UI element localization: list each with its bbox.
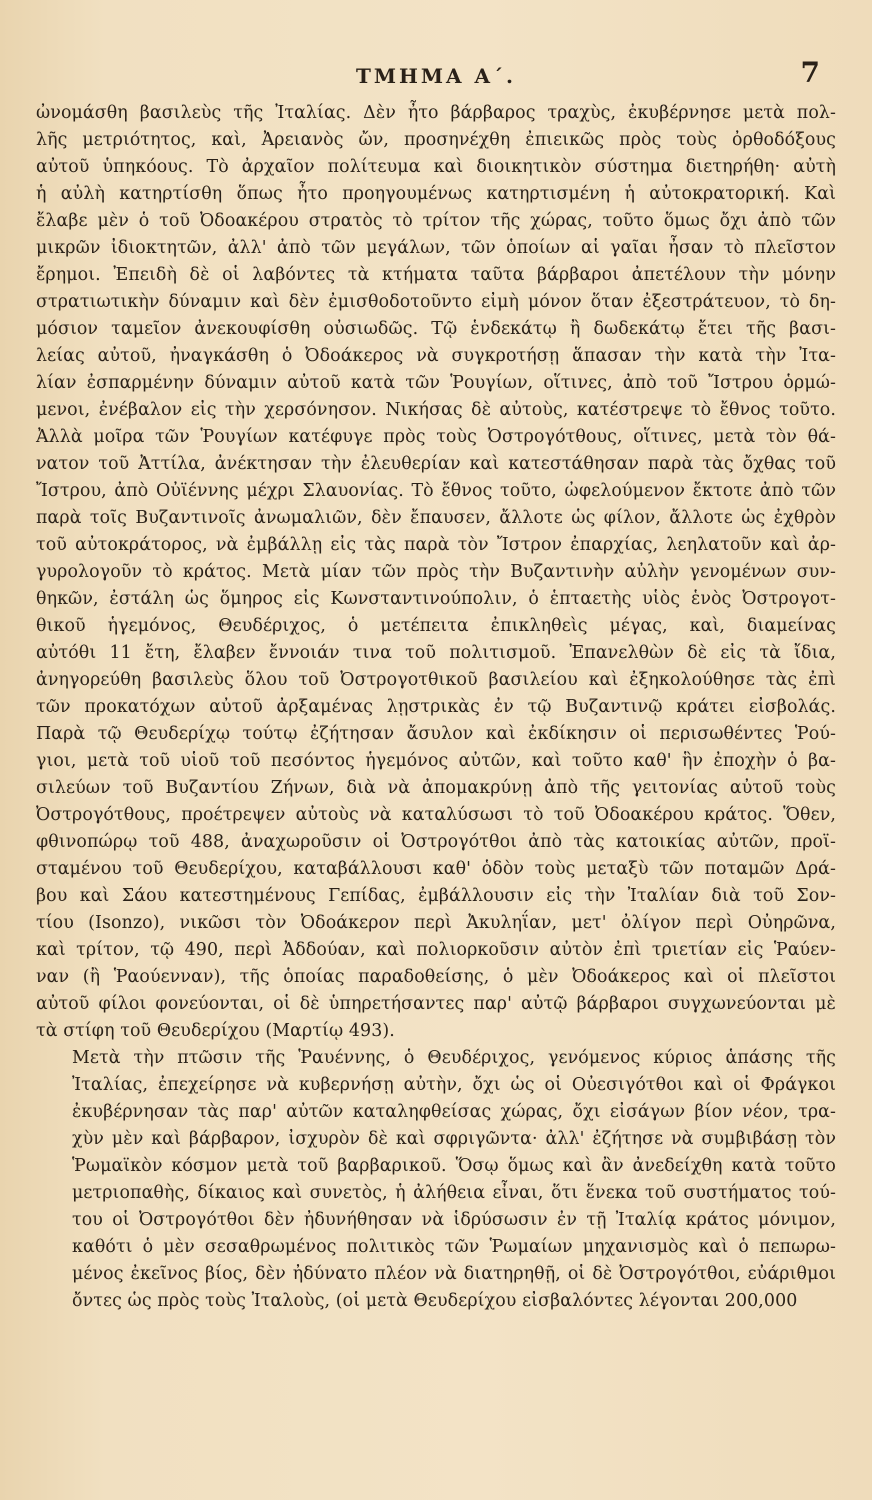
text-line: τὰ στίφη τοῦ Θευδερίχου (Μαρτίῳ 493). xyxy=(36,1021,395,1041)
text-line: παρὰ τοῖς Βυζαντινοῖς ἀνωμαλιῶν, δὲν ἔπαυσεν, ἄλλοτε ὡς φίλον, ἄλλοτε ὡς ἐχθρὸν xyxy=(36,508,836,528)
text-line: αὐτοῦ φίλοι φονεύονται, οἱ δὲ ὑπηρετήσαντες παρ' αὐτῷ βάρβαροι συγχωνεύονται μὲ xyxy=(36,994,836,1014)
running-title: ΤΜΗΜΑ Α΄. xyxy=(355,64,517,88)
text-line: ἔλαβε μὲν ὁ τοῦ Ὀδοακέρου στρατὸς τὸ τρίτον τῆς χώρας, τοῦτο ὅμως ὄχι ἀπὸ τῶν xyxy=(36,211,836,231)
text-line: λίαν ἐσπαρμένην δύναμιν αὐτοῦ κατὰ τῶν Ῥουγίων, οἵτινες, ἀπὸ τοῦ Ἴστρου ὁρμώ- xyxy=(36,373,836,393)
body-text xyxy=(36,100,836,1315)
text-line: νατον τοῦ Ἀττίλα, ἀνέκτησαν τὴν ἐλευθερίαν καὶ κατεστάθησαν παρὰ τὰς ὄχθας τοῦ xyxy=(36,454,836,474)
text-line: ἐκυβέρνησαν τὰς παρ' αὐτῶν καταληφθείσας χώρας, ὄχι εἰσάγων βίον νέον, τρα- xyxy=(72,1102,836,1122)
text-line: ναν (ἢ Ῥαούενναν), τῆς ὁποίας παραδοθείσης, ὁ μὲν Ὀδοάκερος καὶ οἱ πλεῖστοι xyxy=(36,967,836,987)
text-line: ἔρημοι. Ἐπειδὴ δὲ οἱ λαβόντες τὰ κτήματα ταῦτα βάρβαροι ἀπετέλουν τὴν μόνην xyxy=(36,265,836,285)
text-line: μένος ἐκεῖνος βίος, δὲν ἠδύνατο πλέον νὰ διατηρηθῇ, οἱ δὲ Ὀστρογότθοι, εὐάριθμοι xyxy=(72,1264,836,1284)
text-line: μετριοπαθὴς, δίκαιος καὶ συνετὸς, ἡ ἀλήθεια εἶναι, ὅτι ἕνεκα τοῦ συστήματος τού- xyxy=(72,1183,836,1203)
text-line: στρατιωτικὴν δύναμιν καὶ δὲν ἐμισθοδοτοῦντο εἰμὴ μόνον ὅταν ἐξεστράτευον, τὸ δη- xyxy=(36,292,836,312)
text-line: μικρῶν ἰδιοκτητῶν, ἀλλ' ἀπὸ τῶν μεγάλων, τῶν ὁποίων αἱ γαῖαι ἦσαν τὸ πλεῖστον xyxy=(36,238,836,258)
text-line: φθινοπώρῳ τοῦ 488, ἀναχωροῦσιν οἱ Ὀστρογότθοι ἀπὸ τὰς κατοικίας αὐτῶν, προϊ- xyxy=(36,832,836,852)
text-line: ὠνομάσθη βασιλεὺς τῆς Ἰταλίας. Δὲν ἦτο βάρβαρος τραχὺς, ἐκυβέρνησε μετὰ πολ- xyxy=(36,103,836,123)
text-line: Ῥωμαϊκὸν κόσμον μετὰ τοῦ βαρβαρικοῦ. Ὅσῳ ὅμως καὶ ἂν ἀνεδείχθη κατὰ τοῦτο xyxy=(72,1156,836,1176)
text-line: σταμένου τοῦ Θευδερίχου, καταβάλλουσι καθ' ὁδὸν τοὺς μεταξὺ τῶν ποταμῶν Δρά- xyxy=(36,859,836,879)
text-line: χὺν μὲν καὶ βάρβαρον, ἰσχυρὸν δὲ καὶ σφριγῶντα· ἀλλ' ἐζήτησε νὰ συμβιβάσῃ τὸν xyxy=(72,1129,836,1149)
text-line: αὐτοῦ ὑπηκόους. Τὸ ἀρχαῖον πολίτευμα καὶ διοικητικὸν σύστημα διετηρήθη· αὐτὴ xyxy=(36,157,836,177)
text-line: ἀνηγορεύθη βασιλεὺς ὅλου τοῦ Ὀστρογοτθικοῦ βασιλείου καὶ ἐξηκολούθησε τὰς ἐπὶ xyxy=(36,670,836,690)
paragraph xyxy=(36,1045,836,1315)
text-line: θικοῦ ἡγεμόνος, Θευδέριχος, ὁ μετέπειτα ἐπικληθεὶς μέγας, καὶ, διαμείνας xyxy=(36,616,836,636)
text-line: ἡ αὐλὴ κατηρτίσθη ὅπως ἦτο προηγουμένως κατηρτισμένη ἡ αὐτοκρατορική. Καὶ xyxy=(36,184,836,204)
text-line: μόσιον ταμεῖον ἀνεκουφίσθη οὐσιωδῶς. Τῷ ἑνδεκάτῳ ἢ δωδεκάτῳ ἔτει τῆς βασι- xyxy=(36,319,836,339)
text-line: τοῦ αὐτοκράτορος, νὰ ἐμβάλλῃ εἰς τὰς παρὰ τὸν Ἴστρον ἐπαρχίας, λεηλατοῦν καὶ ἀρ- xyxy=(36,535,836,555)
text-line: βου καὶ Σάου κατεστημένους Γεπίδας, ἐμβάλλουσιν εἰς τὴν Ἰταλίαν διὰ τοῦ Σον- xyxy=(36,886,836,906)
text-line: γιοι, μετὰ τοῦ υἱοῦ τοῦ πεσόντος ἡγεμόνος αὐτῶν, καὶ τοῦτο καθ' ἣν ἐποχὴν ὁ βα- xyxy=(36,751,836,771)
text-line: αὐτόθι 11 ἔτη, ἔλαβεν ἔννοιάν τινα τοῦ πολιτισμοῦ. Ἐπανελθὼν δὲ εἰς τὰ ἴδια, xyxy=(36,643,836,663)
text-line: Ὀστρογότθους, προέτρεψεν αὐτοὺς νὰ καταλύσωσι τὸ τοῦ Ὀδοακέρου κράτος. Ὅθεν, xyxy=(36,805,836,825)
paragraph xyxy=(36,100,836,1045)
text-line: Μετὰ τὴν πτῶσιν τῆς Ῥαυέννης, ὁ Θευδέριχος, γενόμενος κύριος ἁπάσης τῆς xyxy=(72,1048,836,1068)
text-line: του οἱ Ὀστρογότθοι δὲν ἠδυνήθησαν νὰ ἱδρύσωσιν ἐν τῇ Ἰταλίᾳ κράτος μόνιμον, xyxy=(72,1210,836,1230)
text-line: καθότι ὁ μὲν σεσαθρωμένος πολιτικὸς τῶν Ῥωμαίων μηχανισμὸς καὶ ὁ πεπωρω- xyxy=(72,1237,836,1257)
page-header xyxy=(0,56,872,100)
text-line: καὶ τρίτον, τῷ 490, περὶ Ἀδδούαν, καὶ πολιορκοῦσιν αὐτὸν ἐπὶ τριετίαν εἰς Ῥαύεν- xyxy=(36,940,836,960)
text-line: θηκῶν, ἐστάλη ὡς ὅμηρος εἰς Κωνσταντινούπολιν, ὁ ἑπταετὴς υἱὸς ἑνὸς Ὀστρογοτ- xyxy=(36,589,836,609)
text-line: λείας αὐτοῦ, ἠναγκάσθη ὁ Ὀδοάκερος νὰ συγκροτήσῃ ἅπασαν τὴν κατὰ τὴν Ἰτα- xyxy=(36,346,836,366)
text-line: σιλεύων τοῦ Βυζαντίου Ζήνων, διὰ νὰ ἀπομακρύνῃ ἀπὸ τῆς γειτονίας αὐτοῦ τοὺς xyxy=(36,778,836,798)
page-number: 7 xyxy=(800,56,820,89)
text-line: γυρολογοῦν τὸ κράτος. Μετὰ μίαν τῶν πρὸς τὴν Βυζαντινὴν αὐλὴν γενομένων συν- xyxy=(36,562,836,582)
text-line: Παρὰ τῷ Θευδερίχῳ τούτῳ ἐζήτησαν ἄσυλον καὶ ἐκδίκησιν οἱ περισωθέντες Ῥού- xyxy=(36,724,836,744)
text-line: Ἰταλίας, ἐπεχείρησε νὰ κυβερνήσῃ αὐτὴν, ὄχι ὡς οἱ Οὐεσιγότθοι καὶ οἱ Φράγκοι xyxy=(72,1075,836,1095)
text-line: Ἀλλὰ μοῖρα τῶν Ῥουγίων κατέφυγε πρὸς τοὺς Ὀστρογότθους, οἵτινες, μετὰ τὸν θά- xyxy=(36,427,836,447)
text-line: τῶν προκατόχων αὐτοῦ ἀρξαμένας λῃστρικὰς ἐν τῷ Βυζαντινῷ κράτει εἰσβολάς. xyxy=(36,697,836,717)
text-line: μενοι, ἐνέβαλον εἰς τὴν χερσόνησον. Νικήσας δὲ αὐτοὺς, κατέστρεψε τὸ ἔθνος τοῦτο. xyxy=(36,400,836,420)
text-line: λῆς μετριότητος, καὶ, Ἀρειανὸς ὤν, προσηνέχθη ἐπιεικῶς πρὸς τοὺς ὀρθοδόξους xyxy=(36,130,836,150)
text-line: τίου (Isonzo), νικῶσι τὸν Ὀδοάκερον περὶ Ἀκυληΐαν, μετ' ὀλίγον περὶ Οὐηρῶνα, xyxy=(36,913,836,933)
text-line: Ἴστρου, ἀπὸ Οὐϊέννης μέχρι Σλαυονίας. Τὸ ἔθνος τοῦτο, ὠφελούμενον ἔκτοτε ἀπὸ τῶν xyxy=(36,481,836,501)
text-line: ὄντες ὡς πρὸς τοὺς Ἰταλοὺς, (οἱ μετὰ Θευδερίχου εἰσβαλόντες λέγονται 200,000 xyxy=(72,1291,798,1311)
